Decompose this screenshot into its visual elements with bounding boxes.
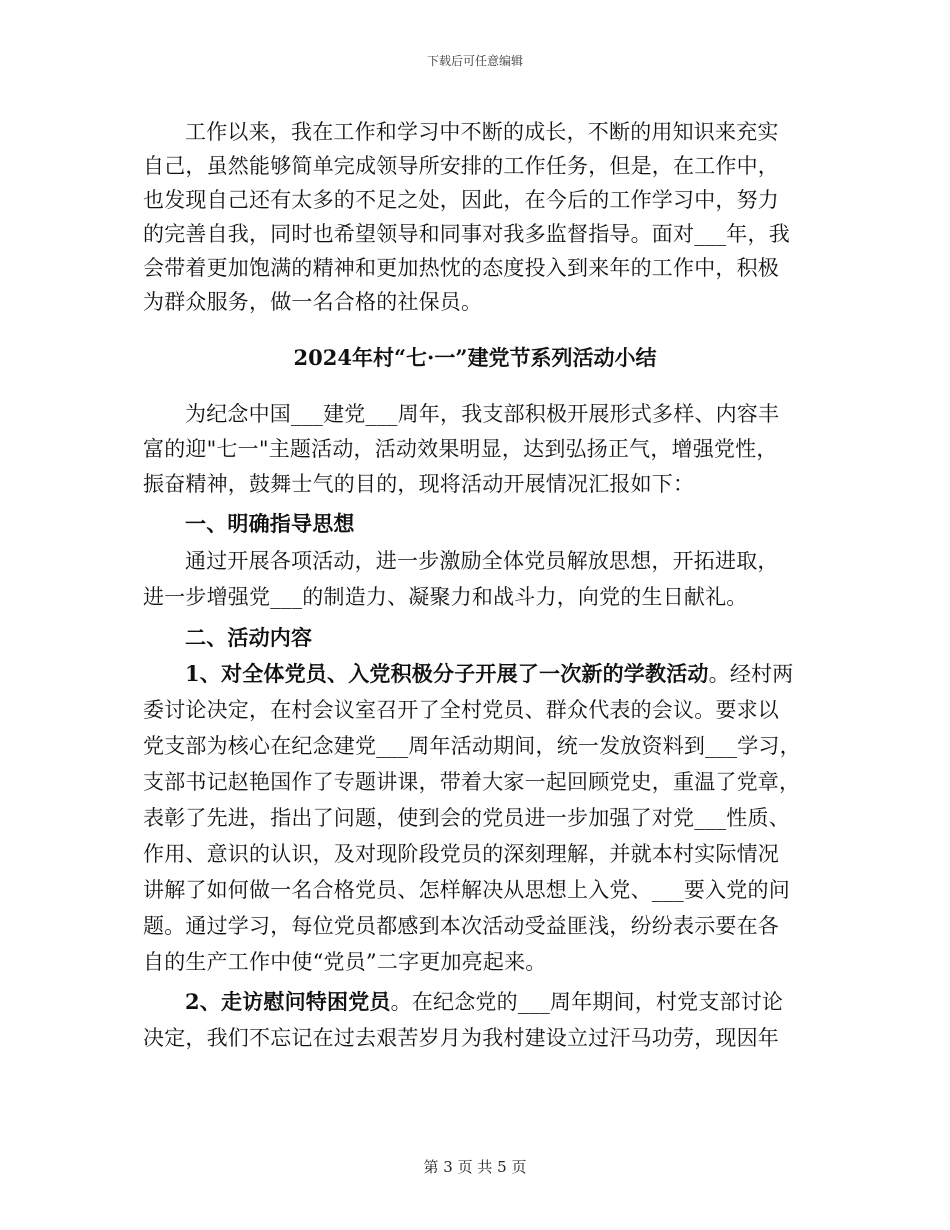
section1-line-2: 进一步增强党___的制造力、凝聚力和战斗力，向党的生日献礼。 — [143, 585, 748, 609]
section2-heading: 二、活动内容 — [185, 625, 313, 650]
item1-line-9: 自的生产工作中使“党员”二字更加亮起来。 — [143, 950, 547, 974]
item1-line-7: 讲解了如何做一名合格党员、怎样解决从思想上入党、___要入党的问 — [143, 878, 790, 902]
para1-line-6: 为群众服务，做一名合格的社保员。 — [143, 290, 483, 314]
item1-line-2: 委讨论决定，在村会议室召开了全村党员、群众代表的会议。要求以 — [143, 698, 779, 722]
item1-first-rest: 。经村两 — [708, 662, 794, 686]
item2-line-2: 决定，我们不忘记在过去艰苦岁月为我村建设立过汗马功劳，现因年 — [143, 1026, 779, 1050]
section1-heading: 一、明确指导思想 — [185, 511, 355, 536]
intro-line-1: 为纪念中国___建党___周年，我支部积极开展形式多样、内容丰 — [185, 402, 780, 426]
item1-line-6: 作用、意识的认识，及对现阶段党员的深刻理解，并就本村实际情况 — [143, 842, 779, 866]
item1-bold-lead: 1、对全体党员、入党积极分子开展了一次新的学教活动 — [185, 661, 709, 686]
item1-first-line — [185, 658, 793, 688]
page-header: 下载后可任意编辑 — [426, 54, 523, 68]
item1-line-3: 党支部为核心在纪念建党___周年活动期间，统一发放资料到___学习， — [143, 734, 801, 758]
item1-line-4: 支部书记赵艳国作了专题讲课，带着大家一起回顾党史，重温了党章， — [143, 770, 801, 794]
intro-line-3: 振奋精神，鼓舞士气的目的，现将活动开展情况汇报如下： — [143, 472, 695, 496]
item1-line-5: 表彰了先进，指出了问题，使到会的党员进一步加强了对党___性质、 — [143, 806, 790, 830]
section1-line-1: 通过开展各项活动，进一步激励全体党员解放思想，开拓进取， — [185, 549, 779, 573]
intro-line-2: 富的迎"七一"主题活动，活动效果明显，达到弘扬正气，增强党性， — [143, 437, 778, 461]
para1-line-1: 工作以来，我在工作和学习中不断的成长，不断的用知识来充实 — [185, 120, 779, 144]
para1-line-5: 会带着更加饱满的精神和更加热忱的态度投入到来年的工作中，积极 — [143, 256, 779, 280]
page-footer: 第 3 页 共 5 页 — [423, 1158, 527, 1176]
para1-line-3: 也发现自己还有太多的不足之处，因此，在今后的工作学习中，努力 — [143, 188, 779, 212]
item2-bold-lead: 2、走访慰问特困党员 — [185, 989, 391, 1014]
para1-line-2: 自己，虽然能够简单完成领导所安排的工作任务，但是，在工作中， — [143, 154, 779, 178]
item2-first-line — [185, 986, 783, 1016]
para1-line-4: 的完善自我，同时也希望领导和同事对我多监督指导。面对___年，我 — [143, 222, 790, 246]
item2-first-rest: 。在纪念党的___周年期间，村党支部讨论 — [390, 990, 784, 1014]
item1-line-8: 题。通过学习，每位党员都感到本次活动受益匪浅，纷纷表示要在各 — [143, 914, 779, 938]
document-title: 2024年村“七·一”建党节系列活动小结 — [293, 345, 657, 370]
